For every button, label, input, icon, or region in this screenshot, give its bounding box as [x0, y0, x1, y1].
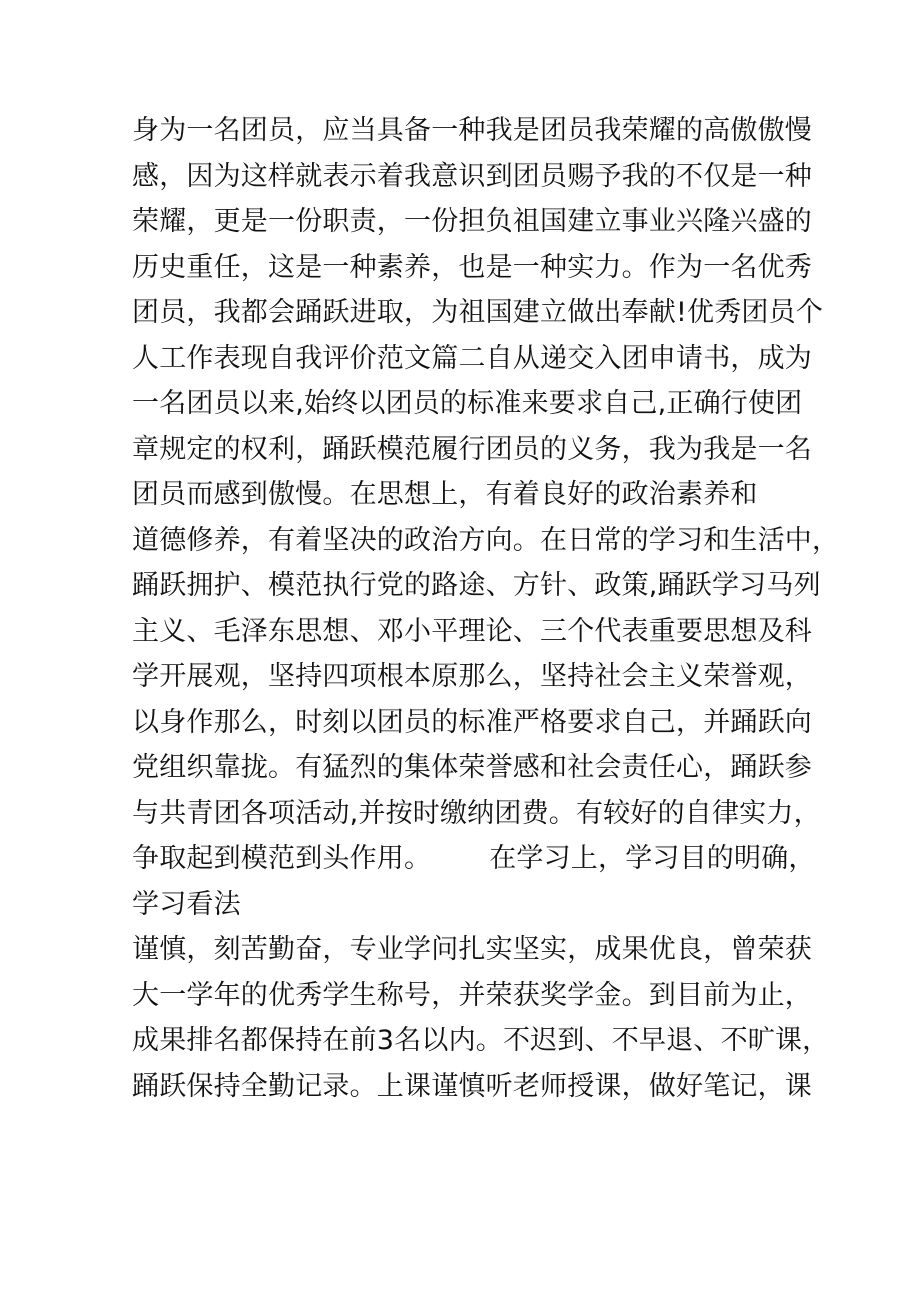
text-line: 踊跃拥护、模范执行党的路途、方针、政策,踊跃学习马列 — [132, 570, 821, 601]
text-line: 荣耀，更是一份职责，一份担负祖国建立事业兴隆兴盛的 — [132, 206, 812, 237]
text-line: 道德修养，有着坚决的政治方向。在日常的学习和生活中， — [132, 524, 840, 556]
text-line: 大一学年的优秀学生称号，并荣获奖学金。到目前为止， — [132, 979, 812, 1011]
text-line: 踊跃保持全勤记录。上课谨慎听老师授课，做好笔记，课 — [132, 1070, 812, 1102]
text-line: 团员，我都会踊跃进取，为祖国建立做出奉献!优秀团员个 — [132, 297, 824, 328]
text-line-with-gap — [132, 836, 816, 882]
text-segment: 在学习上，学习目的明确， — [489, 843, 816, 874]
text-line: 以身作那么，时刻以团员的标准严格要求自己，并踊跃向 — [132, 706, 812, 738]
text-line: 历史重任，这是一种素养，也是一种实力。作为一名优秀 — [132, 251, 812, 283]
text-line: 身为一名团员，应当具备一种我是团员我荣耀的高傲傲慢 — [132, 115, 812, 146]
text-line: 谨慎，刻苦勤奋，专业学问扎实坚实，成果优良，曾荣获 — [132, 934, 812, 965]
text-line: 章规定的权利，踊跃模范履行团员的义务，我为我是一名 — [132, 433, 812, 465]
text-line: 感，因为这样就表示着我意识到团员赐予我的不仅是一种 — [132, 160, 812, 192]
text-line: 一名团员以来,始终以团员的标准来要求自己,正确行使团 — [132, 388, 803, 419]
text-line: 党组织靠拢。有猛烈的集体荣誉感和社会责任心，踊跃参 — [132, 752, 812, 783]
text-line: 学开展观，坚持四项根本原那么，坚持社会主义荣誉观， — [132, 661, 812, 692]
text-line: 人工作表现自我评价范文篇二自从递交入团申请书，成为 — [132, 342, 812, 374]
text-line: 与共青团各项活动,并按时缴纳团费。有较好的自律实力， — [132, 797, 821, 829]
body-text — [132, 108, 840, 1109]
text-line: 学习看法 — [132, 888, 241, 920]
text-line: 成果排名都保持在前3名以内。不迟到、不早退、不旷课， — [132, 1025, 830, 1056]
text-segment: 争取起到模范到头作用。 — [132, 843, 432, 874]
text-line: 主义、毛泽东思想、邓小平理论、三个代表重要思想及科 — [132, 615, 812, 647]
text-line: 团员而感到傲慢。在思想上，有着良好的政治素养和 — [132, 479, 758, 510]
